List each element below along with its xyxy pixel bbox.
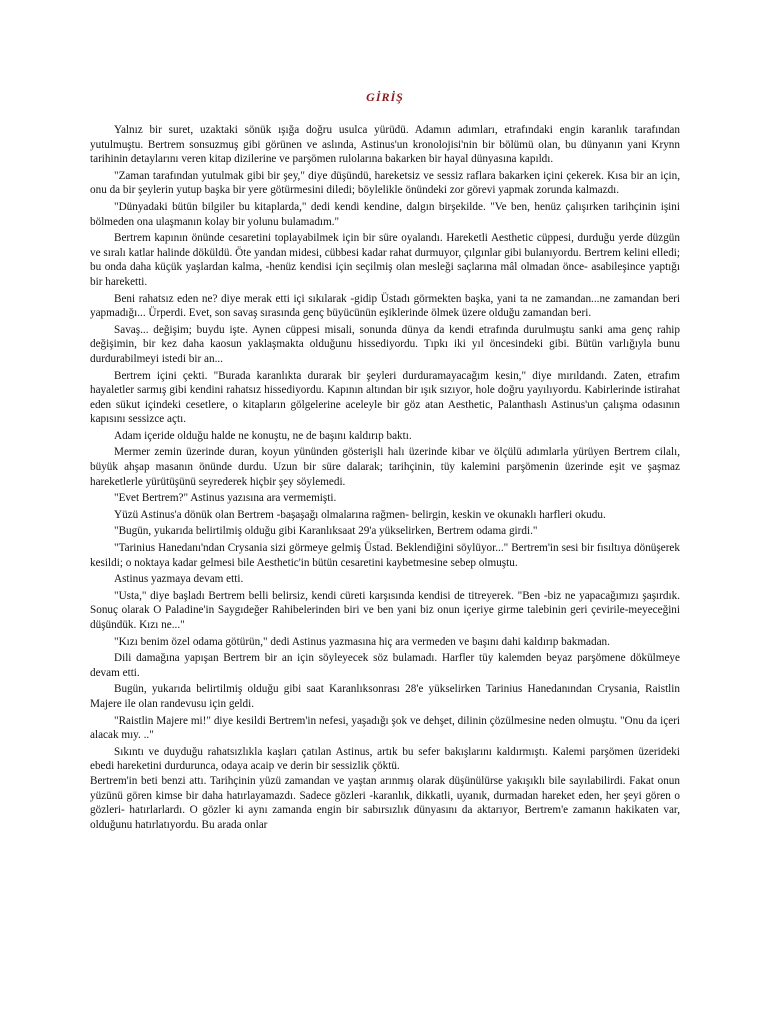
document-body — [90, 123, 680, 832]
paragraph: Savaş... değişim; buydu işte. Aynen cüppesi misali, sonunda dünya da kendi etrafında durulmuştu sanki ama genç rahip değişimin, bir kez daha kaosun yaklaşmakta olduğunu hissediyordu. Tıpkı iki yıl öncesindeki gibi. Bütün varlığıyla bunu durdurabilmeyi istedi bir an... — [90, 323, 680, 365]
paragraph: "Zaman tarafından yutulmak gibi bir şey," diye düşündü, hareketsiz ve sessiz raflara bakarken içini çekerek. Kısa bir an için, onu da bir şeylerin yutup başka bir yere götürmesini diledi; böylelikle önündeki zor görevi yapmak zorunda kalmazdı. — [90, 169, 680, 197]
paragraph: "Kızı benim özel odama götürün," dedi Astinus yazmasına hiç ara vermeden ve başını dahi kaldırıp bakmadan. — [114, 635, 610, 648]
paragraph: Mermer zemin üzerinde duran, koyun yününden gösterişli halı üzerinde kibar ve ölçülü adımlarla yürüyen Bertrem cilalı, büyük ahşap masanın önünde durdu. Uzun bir süre dalarak; tarihçinin, tüy kalemini parşömenin üzerinde eşit ve şaşmaz hareketlerle yürütüşünü seyrederek hiçbir şey söylemedi. — [90, 446, 680, 488]
paragraph: "Dünyadaki bütün bilgiler bu kitaplarda," dedi kendi kendine, dalgın birşekilde. "Ve ben, henüz çalışırken tarihçinin işini bölmeden ona ulaşmanın kolay bir yolunu bulamadım." — [90, 200, 680, 228]
paragraph: "Evet Bertrem?" Astinus yazısına ara vermemişti. — [114, 492, 337, 505]
paragraph: Yüzü Astinus'a dönük olan Bertrem -başaşağı olmalarına rağmen- belirgin, keskin ve okunaklı harfleri okudu. — [114, 508, 606, 521]
paragraph: Bertrem içini çekti. "Burada karanlıkta durarak bir şeyleri durduramayacağım kesin," diye mırıldandı. Zaten, etrafım hayaletler sarmış gibi kendini rahatsız hissediyordu. Kapının altından bir ışık sızıyor, hole doğru yayılıyordu. Kabirlerinde istirahat eden sükut içindeki cesetlere, o kitapların gölgelerine aceleyle bir göz atan Aesthetic, Palanthaslı Astinus'un çalışma odasının kapısını sessizce açtı. — [90, 369, 680, 426]
paragraph: "Bugün, yukarıda belirtilmiş olduğu gibi Karanlıksaat 29'a yükselirken, Bertrem odama girdi." — [114, 525, 538, 538]
paragraph: Yalnız bir suret, uzaktaki sönük ışığa doğru usulca yürüdü. Adamın adımları, etrafındaki engin karanlık tarafından yutulmuştu. Bertrem sonsuzmuş gibi görünen ve aslında, Astinus'un kronolojisi'nin bir bölümü olan, bu dünyanın yani Krynn tarihinin detaylarını veren kitap dizilerine ve parşömen rulolarına bakarken bir hayal dünyasına kapıldı. — [90, 124, 680, 166]
paragraph: "Usta," diye başladı Bertrem belli belirsiz, kendi cüreti karşısında kendisi de titreyerek. "Ben -biz ne yapacağımızı şaşırdık. Sonuç olarak O Paladine'in Saygıdeğer Rahibelerinden biri ve ben yani biz onun içeriye girme talebinin geri çevirile-meyeceğini düşündük. Kızı ne..." — [90, 589, 680, 631]
paragraph: "Raistlin Majere mi!" diye kesildi Bertrem'in nefesi, yaşadığı şok ve dehşet, dilinin çözülmesine neden olmuştu. "Onu da içeri alacak mıy. .." — [90, 714, 680, 742]
paragraph: "Tarinius Hanedanı'ndan Crysania sizi görmeye gelmiş Üstad. Beklendiğini söylüyor..." Bertrem'in sesi bir fısıltıya dönüşerek kesildi; o noktaya kadar gelmesi bile Aesthetic'in bütün cesaretini kaybetmesine sebep olmuştu. — [90, 542, 680, 569]
paragraph: Bertrem kapının önünde cesaretini toplayabilmek için bir süre oyalandı. Hareketli Aesthetic cüppesi, durduğu yerde düzgün ve sıralı katlar halinde döküldü. Öte yandan midesi, cübbesi kadar rahat durmuyor, çılgınlar gibi bulanıyordu. Bertrem kelini elledi; bu onda daha küçük yaşlardan kalma, -henüz kendisi için seçilmiş olan mesleği saçlarına mâl olmadan önce- asabileşince yaptığı bir hareketti. — [90, 232, 680, 288]
paragraph: Sıkıntı ve duyduğu rahatsızlıkla kaşları çatılan Astinus, artık bu sefer bakışlarını kaldırmıştı. Kalemi parşömen üzerideki ebedi hareketini durdurunca, odaya acaip ve derin bir sessizlik çöktü. — [90, 745, 680, 773]
paragraph: Bertrem'in beti benzi attı. Tarihçinin yüzü zamandan ve yaştan arınmış olarak düşünülürse yakışıklı bile sayılabilirdi. Fakat onun yüzünü gören kimse bir daha hatırlayamazdı. Sadece gözleri -karanlık, dikkatli, uyanık, durmadan hareket eden, her şeyi gören o gözleri- hatırlarlardı. O gözler ki aynı zamanda engin bir sabırsızlık dünyasını da aktarıyor, Bertrem'e zamanın hakikaten var, olduğunu hatırlatıyordu. Bu arada onlar — [90, 774, 680, 831]
paragraph: Astinus yazmaya devam etti. — [114, 573, 244, 586]
paragraph: Dili damağına yapışan Bertrem bir an için söyleyecek söz bulamadı. Harfler tüy kalemden beyaz parşömene dökülmeye devam etti. — [90, 652, 680, 679]
chapter-title: GİRİŞ — [366, 90, 404, 104]
paragraph: Adam içeride olduğu halde ne konuştu, ne de başını kaldırıp baktı. — [114, 429, 412, 442]
paragraph: Bugün, yukarıda belirtilmiş olduğu gibi saat Karanlıksonrası 28'e yükselirken Tarinius Hanedanından Crysania, Raistlin Majere ile olan randevusu için geldi. — [90, 683, 680, 710]
paragraph: Beni rahatsız eden ne? diye merak etti içi sıkılarak -gidip Üstadı görmekten başka, yani ta ne zamandan...ne zamandan beri yapmadığı... Ürperdi. Evet, son savaş sırasında genç büyücünün eşiklerinde ölmek üzere olduğu zamandan beri. — [90, 292, 680, 320]
